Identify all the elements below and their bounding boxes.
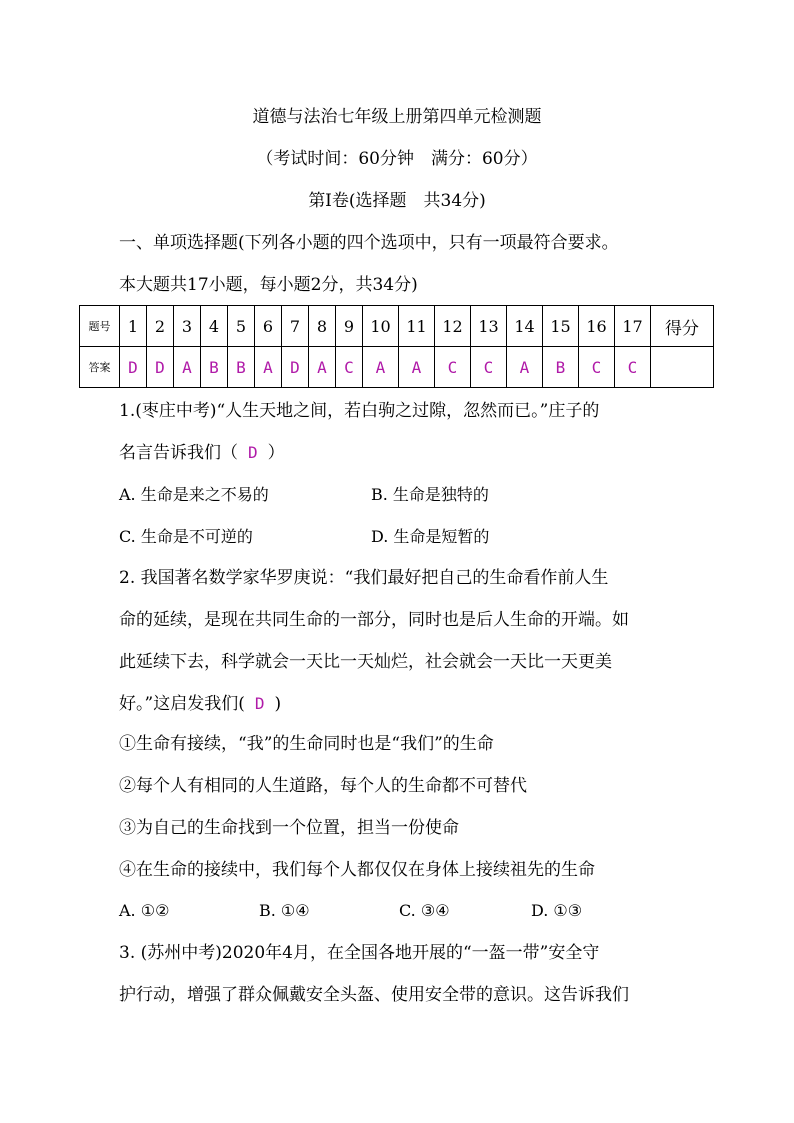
answer-cell: A — [255, 347, 282, 388]
question-number: 17 — [615, 306, 651, 347]
exam-title: 道德与法治七年级上册第四单元检测题 — [252, 107, 542, 127]
question-number: 7 — [282, 306, 309, 347]
answer-row — [80, 347, 714, 388]
question-number: 11 — [399, 306, 435, 347]
answer-cell: C — [336, 347, 363, 388]
q2-answer: D — [254, 694, 265, 713]
q1-stem-end: 名言告诉我们（ — [119, 443, 238, 463]
q2-stem-end: 好。”这启发我们( — [119, 694, 245, 714]
score-cell[interactable] — [651, 347, 714, 388]
q2-statement-3: ③为自己的生命找到一个位置，担当一份使命 — [119, 818, 459, 838]
question-number: 3 — [174, 306, 201, 347]
answer-cell: D — [282, 347, 309, 388]
question-number: 10 — [363, 306, 399, 347]
question-number: 2 — [147, 306, 174, 347]
q1-line-1: 1.(枣庄中考)“人生天地之间，若白驹之过隙，忽然而已。”庄子的 — [119, 401, 600, 421]
q1-option-b: B. 生命是独特的 — [371, 485, 489, 504]
q1-option-c: C. 生命是不可逆的 — [119, 527, 253, 546]
q2-line-4 — [119, 692, 281, 716]
answer-cell: A — [399, 347, 435, 388]
q2-statement-2: ②每个人有相同的人生道路，每个人的生命都不可替代 — [119, 776, 527, 796]
q2-line-2: 命的延续，是现在共同生命的一部分，同时也是后人生命的开端。如 — [119, 610, 629, 630]
question-number: 6 — [255, 306, 282, 347]
q1-option-d: D. 生命是短暂的 — [371, 527, 490, 546]
q2-option-c: C. ③④ — [399, 901, 450, 920]
q1-option-a: A. 生命是来之不易的 — [119, 485, 269, 504]
question-number-row — [80, 306, 714, 347]
section-heading: 一、单项选择题(下列各小题的四个选项中，只有一项最符合要求。 — [119, 233, 619, 253]
q1-answer: D — [248, 443, 258, 462]
q2-option-b: B. ①④ — [259, 901, 310, 920]
answer-cell: C — [471, 347, 507, 388]
question-number: 4 — [201, 306, 228, 347]
answer-table — [79, 305, 714, 388]
q2-line-3: 此延续下去，科学就会一天比一天灿烂，社会就会一天比一天更美 — [119, 652, 612, 672]
question-number: 8 — [309, 306, 336, 347]
answer-cell: B — [543, 347, 579, 388]
q2-statement-4: ④在生命的接续中，我们每个人都仅仅在身体上接续祖先的生命 — [119, 860, 595, 880]
question-number: 16 — [579, 306, 615, 347]
part-title: 第Ⅰ卷(选择题 共34分) — [308, 191, 486, 211]
q2-option-a: A. ①② — [119, 901, 170, 920]
question-number: 5 — [228, 306, 255, 347]
answer-cell: C — [615, 347, 651, 388]
answer-cell: B — [201, 347, 228, 388]
q2-line-1: 2. 我国著名数学家华罗庚说：“我们最好把自己的生命看作前人生 — [119, 568, 609, 588]
question-number: 1 — [120, 306, 147, 347]
question-number: 9 — [336, 306, 363, 347]
question-number: 14 — [507, 306, 543, 347]
score-label: 得分 — [651, 306, 714, 347]
answer-cell: A — [309, 347, 336, 388]
q1-paren-close: ） — [267, 443, 285, 463]
answer-cell: D — [147, 347, 174, 388]
row-label-answer: 答案 — [80, 347, 120, 388]
q3-line-2: 护行动，增强了群众佩戴安全头盔、使用安全带的意识。这告诉我们 — [119, 985, 629, 1005]
answer-cell: A — [363, 347, 399, 388]
exam-info: （考试时间：60分钟 满分：60分） — [256, 149, 538, 169]
q2-paren-close: ) — [274, 694, 282, 714]
answer-cell: C — [579, 347, 615, 388]
section-subheading: 本大题共17小题，每小题2分，共34分) — [119, 275, 418, 295]
answer-cell: C — [435, 347, 471, 388]
question-number: 15 — [543, 306, 579, 347]
answer-cell: B — [228, 347, 255, 388]
question-number: 12 — [435, 306, 471, 347]
answer-cell: A — [507, 347, 543, 388]
answer-cell: D — [120, 347, 147, 388]
q1-line-2 — [119, 441, 285, 465]
q3-line-1: 3. (苏州中考)2020年4月，在全国各地开展的“一盔一带”安全守 — [119, 943, 600, 963]
row-label-number: 题号 — [80, 306, 120, 347]
q2-statement-1: ①生命有接续，“我”的生命同时也是“我们”的生命 — [119, 734, 494, 754]
answer-cell: A — [174, 347, 201, 388]
q2-option-d: D. ①③ — [531, 901, 583, 920]
question-number: 13 — [471, 306, 507, 347]
